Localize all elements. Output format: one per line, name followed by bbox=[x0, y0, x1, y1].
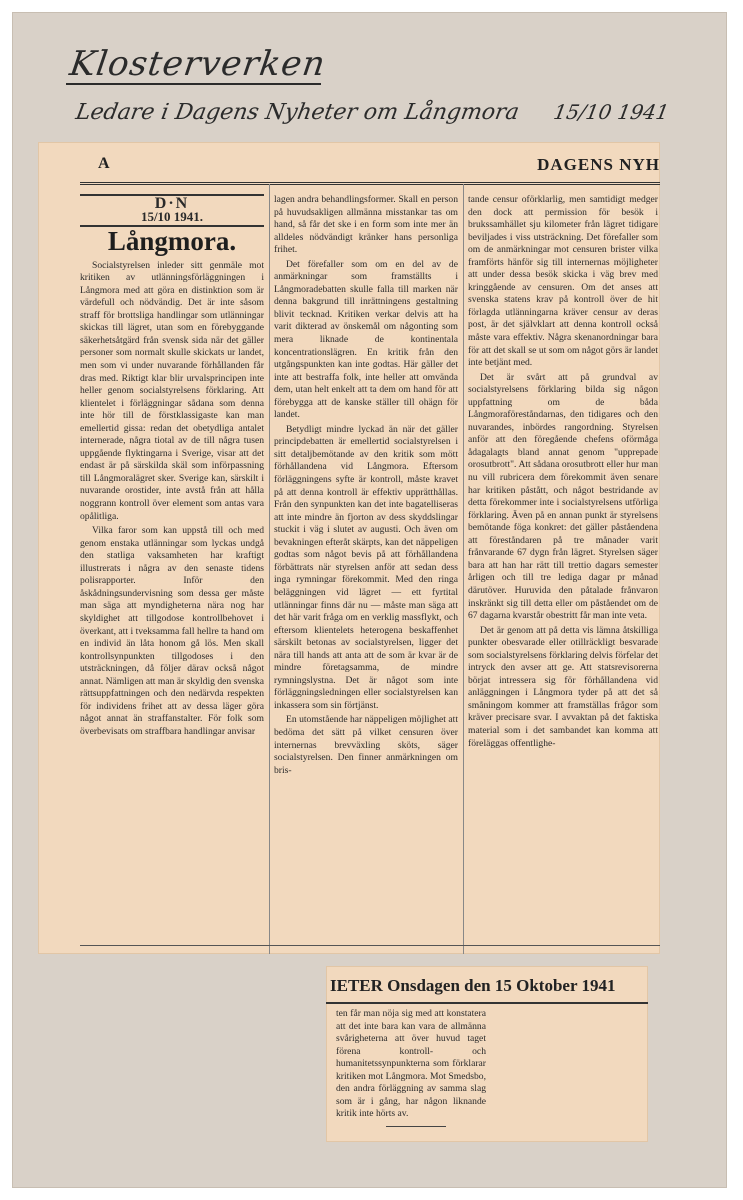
paragraph: Det är svårt att på grundval av socialstyrelsens förklaring bilda sig någon uppfattning om de båda Långmoraföreståndarnas, den tidigares och den nuvarandes, inbördes rangordning. Styrelsen anför att den föregående chefens oförmåga ådagalagts bland annat genom "upprepade orosutbrott". Att sådana orosutbrott eller hur man nu vill rubricera dem förekommit även senare har kritiken påstått, och något bestridande av detta förekommer inte i socialstyrelsens utförliga förklaring. Även på en annan punkt är styrelsens bemötande föga konkret: det gäller påståendena att föreståndaren på tre månader varit frånvarande 67 dygn från lägret. Styrelsen säger bara att han har rätt till trettio dagars semester årligen och till tre lediga dagar pr månad därutöver. Huruvida den påtalade frånvaron inskränkt sig till detta eller om påståendet om de 67 dagarna kvarstår obestritt får man inte veta. bbox=[468, 371, 658, 622]
paragraph: lagen andra behandlingsformer. Skall en person på huvudsakligen allmänna misstankar tas om hand, så får det ske i en form som inte mer än alldeles nödvändigt kränker hans personliga frihet. bbox=[274, 194, 458, 256]
handwritten-title-underline bbox=[66, 83, 321, 85]
article-column-1 bbox=[80, 194, 264, 740]
handwritten-subtitle bbox=[74, 100, 671, 125]
paragraph: Det är genom att på detta vis lämna åtskilliga punkter obesvarade eller otillräckligt besvarade som socialstyrelsens förklaring delvis förfelar det intryck den avser att ge. Att statsrevisorerna börjat intressera sig för förhållandena vid anläggningen i Långmora tyder på att det så småningom kommer att framställas frågor som kräver precisare svar. I avvaktan på det faktiska material som i det sambandet kan komma att föreläggas offentlighe- bbox=[468, 624, 658, 749]
continuation-column bbox=[336, 1008, 486, 1121]
dn-logo: D·N bbox=[154, 195, 190, 212]
article-column-2 bbox=[274, 194, 458, 779]
banner-rule bbox=[326, 1002, 648, 1004]
paragraph: En utomstående har näppeligen möjlighet att bedöma det sätt på vilket censuren över internernas brevväxling sköts, säger socialstyrelsen. Den finner anmärkningen om bris- bbox=[274, 714, 458, 776]
newspaper-name-banner: DAGENS NYH bbox=[537, 155, 660, 174]
continuation-clipping bbox=[326, 966, 648, 1142]
paragraph: Det förefaller som om en del av de anmärkningar som framställts i Långmoradebatten skulle falla till marken när denna bakgrund till inrättningens gestaltning blivit tecknad. Kritiken verkar delvis att ha varit dikterad av önskemål om någonting som mera liknade de kontinentala koncentrationslägren. En kritik från den utgångspunkten kan inte godtas. Här gäller det inte att bestraffa folk, inte heller att omvända dem, utan helt enkelt att ta dem om hand för att förebygga att de kanske ställer till ohägn för landet. bbox=[274, 258, 458, 421]
paragraph: Socialstyrelsen inleder sitt genmäle mot kritiken av utlänningsförläggningen i Långmora med att göra en distinktion som är värdefull och nödvändig. Det är inte såsom straff för brottsliga handlingar som utlänningar skickas till lägret, utan som en förebyggande säkerhetsåtgärd från svensk sida när det gäller personer som normalt skulle skickats ur landet, men som vi under nuvarande förhållanden får dras med. Riktigt klar blir urvalsprincipen inte heller genom socialstyrelsens förklaring. Att klientelet i förläggningar sådana som denna inte hör till de förstklassigaste kan man emellertid gissa: redan det obetydliga antalet internerade, några tiotal av de till några tusen uppgående flyktingarna i Sverige, visar att det endast är på särskilda skäl som införpassning till Långmoralägret sker. Sverige kan, särskilt i nuvarande orostider, inte avstå från att hålla noggrann kontroll över element som antas vara opålitliga. bbox=[80, 259, 264, 522]
editorial-date: 15/10 1941. bbox=[140, 208, 204, 224]
newspaper-clipping bbox=[38, 142, 660, 954]
date-banner: IETER Onsdagen den 15 Oktober 1941 bbox=[330, 976, 616, 995]
column-divider bbox=[269, 184, 270, 954]
paragraph: Betydligt mindre lyckad än när det gäller principdebatten är emellertid socialstyrelsen i sitt detaljbemötande av den kritik som mött förhållandena vid Långmora. Eftersom förläggningens syfte är kontroll, måste kravet på att denna kontroll är effektiv upprätthållas. Från den synpunkten kan det inte bagatelliseras att inte mindre än fjorton av dess skyddslingar stuckit i väg i slutet av augusti. Och även om bevakningen efteråt skärpts, kan det näppeligen godtas som något bevis på att förhållandena förbättrats när styrelsen anför att sedan dess inga rymningar förekommit. Med den ringa beläggningen vid lägret — ett fyrtital utlänningar finns där nu — måste man säga att det här varit fråga om en verklig massflykt, och eftersom klientelets heterogena beskaffenhet särskilt betonas av socialstyrelsen, ligger det nära till hands att anta att de som är kvar är de mindre företagsamma, de mindre rymningslystna. Det är något som inte förläggningsledningen eller socialstyrelsen kan inkassera som sin förtjänst. bbox=[274, 423, 458, 711]
article-column-3 bbox=[468, 194, 658, 752]
handwritten-date: 15/10 1941 bbox=[551, 100, 671, 124]
bottom-rule bbox=[80, 945, 660, 946]
article-headline: Långmora. bbox=[107, 226, 237, 257]
paragraph: ten får man nöja sig med att konstatera att det inte bara kan vara de allmänna svårigheterna att över huvud taget förena kontroll- och humanitetssynpunkterna som förklarar kritiken mot Långmora. Mot Smedsbo, den andra förläggning av samma slag som är i gång, har någon liknande kritik inte hörts av. bbox=[336, 1008, 486, 1120]
column-divider bbox=[463, 184, 464, 954]
editorial-masthead bbox=[80, 194, 264, 227]
handwritten-source: Ledare i Dagens Nyheter om Långmora bbox=[73, 100, 521, 125]
paragraph: Vilka faror som kan uppstå till och med genom enstaka utlänningar som lyckas undgå den statliga vaksamheten har kraftigt illustrerats i några av den senaste tidens polisrapporter. Inför den åskådningsundervisning som dessa ger måste man säga att myndigheterna nära nog har skyldighet att tillgodose kontrollbehovet i överkant, att i tveksamma fall hellre ta hand om en individ än låta honom gå lös. Men skall kontrollsynpunkten tillgodoses i den utsträckningen, då följer därav också något annat. Nämligen att man är skyldig den svenska rättsuppfattningen och den nedärvda respekten för individens frihet att av dessa läger göra något annat än straffanstalter. För folk som överbevisats om straffbara handlingar anvisar bbox=[80, 525, 264, 737]
end-mark bbox=[386, 1126, 446, 1127]
top-rule bbox=[80, 182, 660, 185]
paragraph: tande censur oförklarlig, men samtidigt medger den dock att permission för besök i brukssamhället sju kilometer från lägret tidigare beviljades i viss utsträckning. Det förefaller som om de anmärkningar mot censuren brister vilka framförts hänför sig till internernas möjligheter att under dessa besök skicka i väg brev med kringgående av censuren. Om det anses att svenska statens krav på kontroll över de hit förlagda utlänningarna kräver censur av deras post, är det självklart att denna kontroll också måste vara effektiv. Några skenanordningar bara för att det skall se ut som om något görs är landet inte betjänt med. bbox=[468, 194, 658, 369]
handwritten-title: Klosterverken bbox=[67, 44, 329, 84]
page-section-letter: A bbox=[98, 155, 110, 172]
